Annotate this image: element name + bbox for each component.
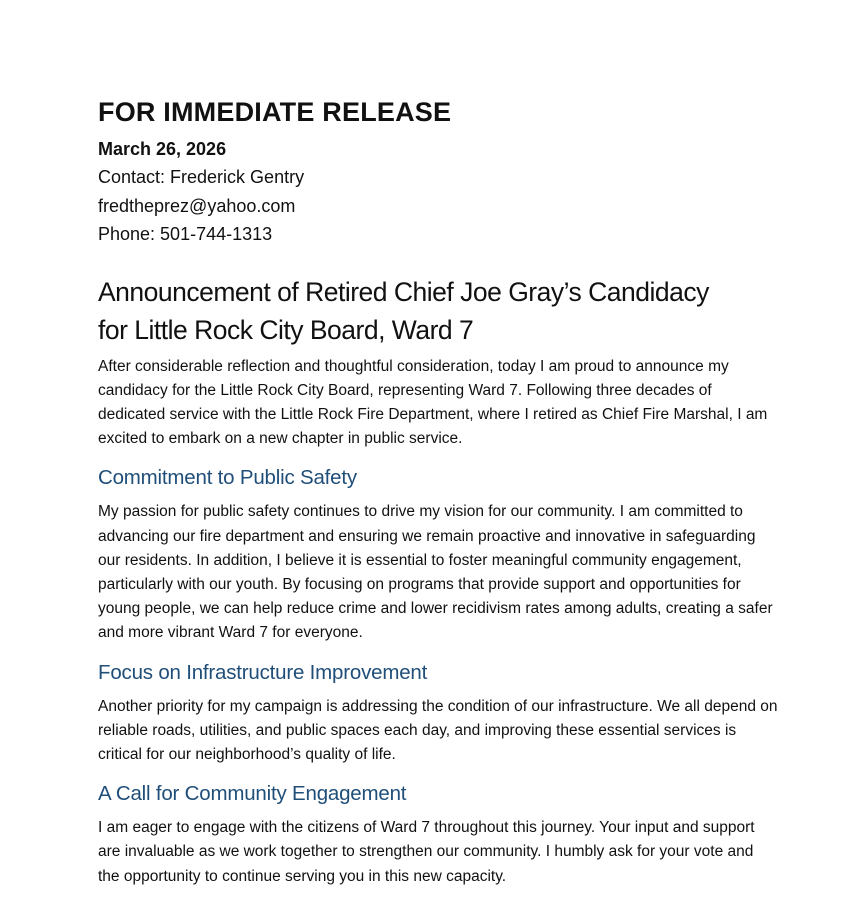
contact-name: Contact: Frederick Gentry [98, 167, 305, 187]
title-line: for Little Rock City Board, Ward 7 [98, 314, 474, 345]
release-date: March 26, 2026 [98, 139, 227, 159]
press-release-document [98, 93, 778, 889]
announcement-title [98, 273, 778, 349]
section-body-community-engagement: I am eager to engage with the citizens of Ward 7 throughout this journey. Your input and support are invaluable as we work together to strengthen our community. I humbly ask for your vote and the opportunity to continue serving you in this new capacity. [98, 819, 755, 885]
section-heading-community-engagement: A Call for Community Engagement [98, 782, 407, 806]
intro-paragraph: After considerable reflection and thoughtful consideration, today I am proud to announce my candidacy for the Little Rock City Board, representing Ward 7. Following three decades of dedicated service with the Little Rock Fire Department, where I retired as Chief Fire Marshal, I am excited to embark on a new chapter in public service. [98, 357, 768, 448]
contact-email: fredtheprez@yahoo.com [98, 195, 296, 216]
release-label: FOR IMMEDIATE RELEASE [98, 97, 452, 127]
title-line: Announcement of Retired Chief Joe Gray’s Candidacy [98, 276, 709, 307]
section-heading-public-safety: Commitment to Public Safety [98, 466, 357, 490]
section-heading-infrastructure: Focus on Infrastructure Improvement [98, 660, 428, 684]
section-body-public-safety: My passion for public safety continues to drive my vision for our community. I am committed to advancing our fire department and ensuring we remain proactive and innovative in safeguarding our residents. In addition, I believe it is essential to foster meaningful community engagement, particularly with our youth. By focusing on programs that provide support and opportunities for young people, we can help reduce crime and lower recidivism rates among adults, creating a safer and more vibrant Ward 7 for everyone. [98, 503, 773, 642]
section-body-infrastructure: Another priority for my campaign is addressing the condition of our infrastructure. We all depend on reliable roads, utilities, and public spaces each day, and improving these essential services is critical for our neighborhood’s quality of life. [98, 697, 778, 763]
contact-phone: Phone: 501-744-1313 [98, 224, 273, 244]
